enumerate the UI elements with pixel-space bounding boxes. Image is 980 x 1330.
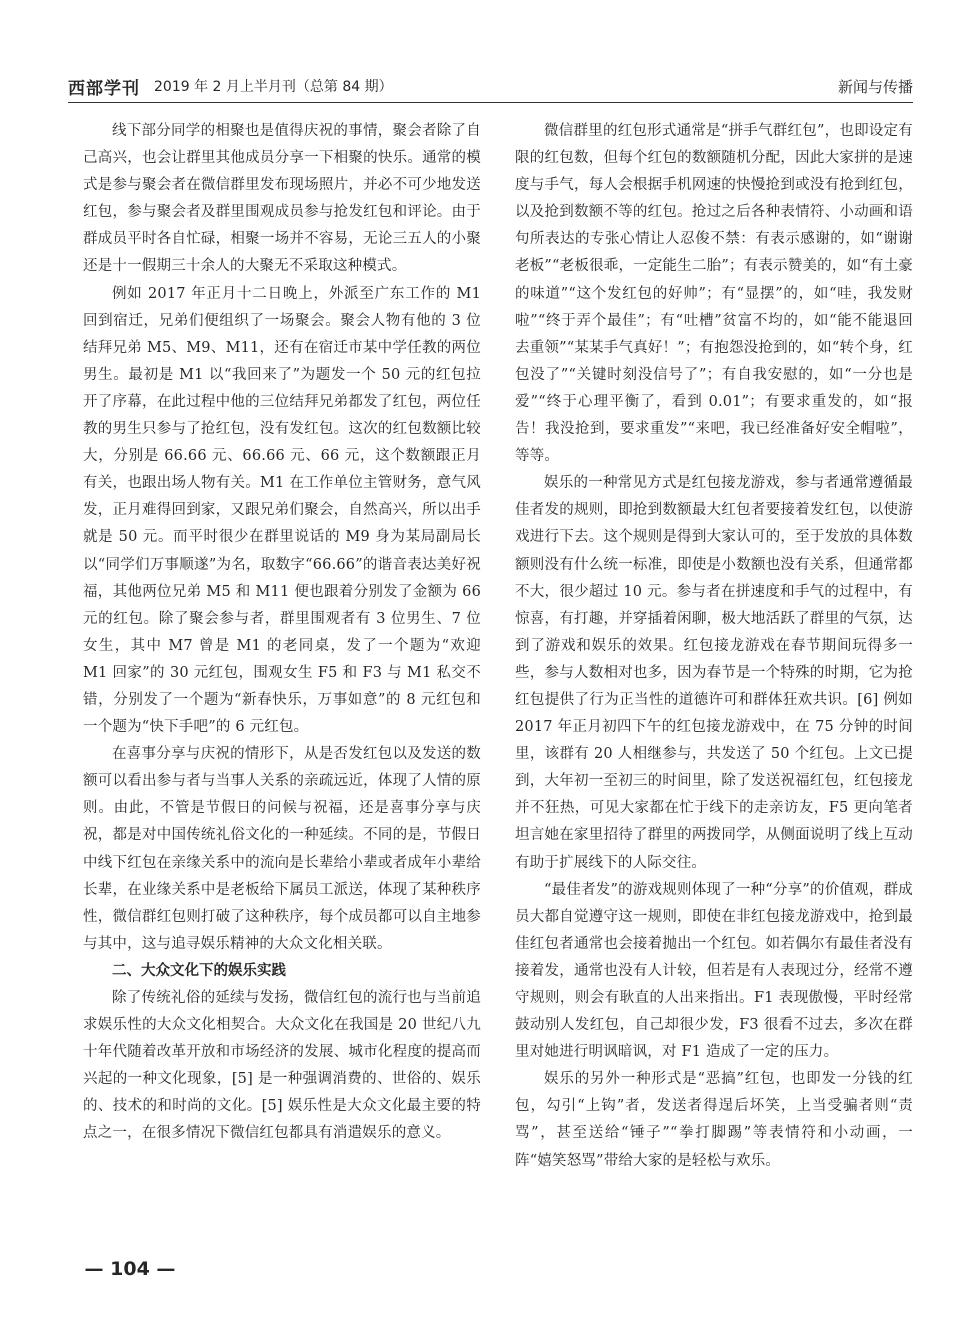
header-rule: [68, 102, 913, 103]
section-name: 新闻与传播: [837, 78, 913, 96]
right-column: [515, 118, 913, 1175]
left-column: [83, 118, 481, 1148]
journal-issue: 2019 年 2 月上半月刊（总第 84 期）: [154, 79, 393, 95]
journal-logo: 西部学刊: [68, 79, 140, 99]
paragraph: 娱乐的另外一种形式是“恶搞”红包，也即发一分钱的红包，勾引“上钩”者，发送者得逞后坏笑，上当受骗者则“责骂”，甚至送给“锤子”“拳打脚踢”等表情符和小动画，一阵“嬉笑怒骂”带给大家的是轻松与欢乐。: [515, 1071, 913, 1169]
paragraph: 线下部分同学的相聚也是值得庆祝的事情，聚会者除了自己高兴，也会让群里其他成员分享一下相聚的快乐。通常的模式是参与聚会者在微信群里发布现场照片，并必不可少地发送红包，参与聚会者及群里围观成员参与抢发红包和评论。由于群成员平时各自忙碌，相聚一场并不容易，无论三五人的小聚还是十一假期三十余人的大聚无不采取这种模式。: [83, 123, 481, 275]
section-heading: 二、大众文化下的娱乐实践: [112, 962, 286, 979]
paragraph: 例如 2017 年正月十二日晚上，外派至广东工作的 M1 回到宿迁，兄弟们便组织了一场聚会。聚会人物有他的 3 位结拜兄弟 M5、M9、M11，还有在宿迁市某中学任教的两位男生。最初是 M1 以“我回来了”为题发一个 50 元的红包拉开了序幕，在此过程中他的三位结拜兄弟都发了红包，两位任教的男生只参与了抢红包，没有发红包。这次的红包数额比较大，分别是 66.66 元、66.66 元、66 元，这个数额跟正月有关，也跟出场人物有关。M1 在工作单位主管财务，意气风发，正月难得回到家，又跟兄弟们聚会，自然高兴，所以出手就是 50 元。而平时很少在群里说话的 M9 身为某局副局长以“同学们万事顺遂”为名，取数字“66.66”的谐音表达美好祝福，其他两位兄弟 M5 和 M11 便也跟着分别发了金额为 66 元的红包。除了聚会参与者，群里围观者有 3 位男生、7 位女生，其中 M7 曾是 M1 的老同桌，发了一个题为“欢迎 M1 回家”的 30 元红包，围观女生 F5 和 F3 与 M1 私交不错，分别发了一个题为“新春快乐，万事如意”的 8 元红包和一个题为“快下手吧”的 6 元红包。: [83, 285, 481, 736]
paragraph: 娱乐的一种常见方式是红包接龙游戏，参与者通常遵循最佳者发的规则，即抢到数额最大红包者要接着发红包，以使游戏进行下去。这个规则是得到大家认可的，至于发放的具体数额则没有什么统一标准，即使是小数额也没有关系，但通常都不大，很少超过 10 元。参与者在拼速度和手气的过程中，有惊喜，有打趣，并穿插着闲聊，极大地活跃了群里的气氛，达到了游戏和娱乐的效果。红包接龙游戏在春节期间玩得多一些，参与人数相对也多，因为春节是一个特殊的时期，它为抢红包提供了行为正当性的道德许可和群体狂欢共识。[6] 例如 2017 年正月初四下午的红包接龙游戏中，在 75 分钟的时间里，该群有 20 人相继参与，共发送了 50 个红包。上文已提到，大年初一至初三的时间里，除了发送祝福红包，红包接龙并不狂热，可见大家都在忙于线下的走亲访友，F5 更向笔者坦言她在家里招待了群里的两拨同学，从侧面说明了线上互动有助于扩展线下的人际交往。: [515, 475, 913, 871]
paragraph: 微信群里的红包形式通常是“拼手气群红包”，也即设定有限的红包数，但每个红包的数额随机分配，因此大家拼的是速度与手气，每人会根据手机网速的快慢抢到或没有抢到红包，以及抢到数额不等的红包。抢过之后各种表情符、小动画和语句所表达的专张心情让人忍俊不禁：有表示感谢的，如“谢谢老板”“老板很乖，一定能生二胎”；有表示赞美的，如“有土豪的味道”“这个发红包的好帅”；有“显摆”的，如“哇，我发财啦”“终于弄个最佳”；有“吐槽”贫富不均的，如“能不能退回去重领”“某某手气真好！”；有抱怨没抢到的，如“转个身，红包没了”“关键时刻没信号了”；有自我安慰的，如“一分也是爱”“终于心理平衡了，看到 0.01”；有要求重发的，如“报告！我没抢到，要求重发”“来吧，我已经准备好安全帽啦”，等等。: [515, 123, 913, 465]
paragraph: 除了传统礼俗的延续与发扬，微信红包的流行也与当前追求娱乐性的大众文化相契合。大众文化在我国是 20 世纪八九十年代随着改革开放和市场经济的发展、城市化程度的提高而兴起的一种文化现象，[5] 是一种强调消费的、世俗的、娱乐的、技术的和时尚的文化。[5] 娱乐性是大众文化最主要的特点之一，在很多情况下微信红包都具有消遣娱乐的意义。: [83, 990, 481, 1142]
paragraph: “最佳者发”的游戏规则体现了一种“分享”的价值观，群成员大都自觉遵守这一规则，即使在非红包接龙游戏中，抢到最佳红包者通常也会接着抛出一个红包。如若偶尔有最佳者没有接着发，通常也没有人计较，但若是有人表现过分，经常不遵守规则，则会有耿直的人出来指出。F1 表现傲慢，平时经常鼓动别人发红包，自己却很少发，F3 很看不过去，多次在群里对她进行明讽暗讽，对 F1 造成了一定的压力。: [515, 881, 913, 1061]
paragraph: 在喜事分享与庆祝的情形下，从是否发红包以及发送的数额可以看出参与者与当事人关系的亲疏远近，体现了人情的原则。由此，不管是节假日的问候与祝福，还是喜事分享与庆祝，都是对中国传统礼俗文化的一种延续。不同的是，节假日中线下红包在亲缘关系中的流向是长辈给小辈或者成年小辈给长辈，在业缘关系中是老板给下属员工派送，体现了某种秩序性，微信群红包则打破了这种秩序，每个成员都可以自主地参与其中，这与追寻娱乐精神的大众文化相关联。: [83, 746, 481, 952]
page-number: — 104 —: [84, 1258, 176, 1280]
running-header: [68, 72, 913, 98]
